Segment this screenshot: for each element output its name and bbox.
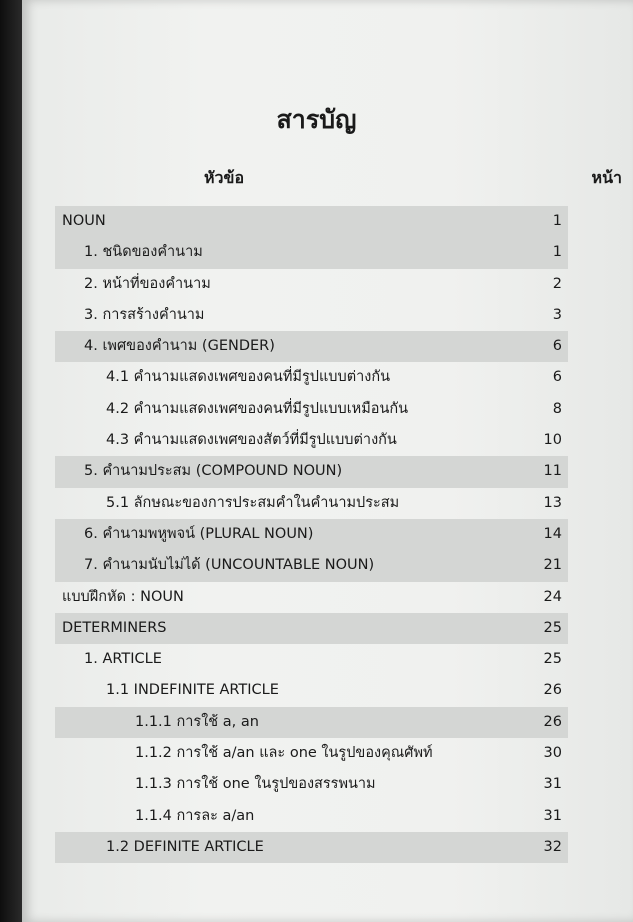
toc-entry-page: 2 <box>552 275 562 292</box>
toc-row <box>55 488 568 519</box>
toc-entry-title: DETERMINERS <box>62 619 167 636</box>
toc-row <box>55 613 568 644</box>
toc-entry-title: 4.2 คำนามแสดงเพศของคนที่มีรูปแบบเหมือนกัน <box>106 400 409 417</box>
toc-entry-title: 1.2 DEFINITE ARTICLE <box>106 838 264 855</box>
column-header-page: หน้า <box>591 168 622 187</box>
toc-row <box>55 425 568 456</box>
toc-entry-title: 4. เพศของคำนาม (GENDER) <box>84 338 275 355</box>
toc-list <box>55 206 568 863</box>
toc-entry-page: 8 <box>552 400 562 417</box>
toc-entry-page: 24 <box>543 588 562 605</box>
toc-entry-title: 4.1 คำนามแสดงเพศของคนที่มีรูปแบบต่างกัน <box>106 369 391 386</box>
toc-entry-title: 1.1.2 การใช้ a/an และ one ในรูปของคุณศัพท์ <box>135 745 433 762</box>
toc-entry-page: 30 <box>543 745 562 762</box>
toc-row <box>55 801 568 832</box>
toc-row <box>55 832 568 863</box>
toc-entry-title: 7. คำนามนับไม่ได้ (UNCOUNTABLE NOUN) <box>84 557 375 574</box>
toc-row <box>55 707 568 738</box>
toc-row <box>55 550 568 581</box>
toc-entry-page: 11 <box>543 463 562 480</box>
toc-entry-page: 26 <box>543 713 562 730</box>
toc-row <box>55 331 568 362</box>
toc-row <box>55 519 568 550</box>
toc-entry-title: 5.1 ลักษณะของการประสมคำในคำนามประสม <box>106 494 400 511</box>
toc-row <box>55 769 568 800</box>
toc-entry-title: 1.1.1 การใช้ a, an <box>135 713 259 730</box>
toc-row <box>55 675 568 706</box>
toc-entry-page: 21 <box>543 557 562 574</box>
toc-entry-title: 1. ARTICLE <box>84 651 162 668</box>
toc-entry-title: 3. การสร้างคำนาม <box>84 306 205 323</box>
toc-row <box>55 456 568 487</box>
toc-entry-page: 32 <box>543 838 562 855</box>
toc-entry-title: 1. ชนิดของคำนาม <box>84 244 203 261</box>
toc-entry-page: 14 <box>543 525 562 542</box>
toc-entry-page: 26 <box>543 682 562 699</box>
toc-row <box>55 394 568 425</box>
column-header-topic: หัวข้อ <box>204 168 245 187</box>
toc-row <box>55 300 568 331</box>
toc-entry-page: 1 <box>552 244 562 261</box>
toc-entry-title: 2. หน้าที่ของคำนาม <box>84 275 211 292</box>
toc-entry-page: 25 <box>543 619 562 636</box>
toc-row <box>55 206 568 237</box>
toc-entry-title: แบบฝึกหัด : NOUN <box>62 588 184 605</box>
toc-entry-title: 5. คำนามประสม (COMPOUND NOUN) <box>84 463 343 480</box>
toc-entry-page: 10 <box>543 432 562 449</box>
toc-row <box>55 644 568 675</box>
toc-entry-page: 31 <box>543 776 562 793</box>
page-title: สารบัญ <box>276 105 357 134</box>
toc-entry-title: 4.3 คำนามแสดงเพศของสัตว์ที่มีรูปแบบต่างกัน <box>106 432 397 449</box>
toc-entry-title: 1.1.3 การใช้ one ในรูปของสรรพนาม <box>135 776 376 793</box>
toc-entry-page: 1 <box>552 213 562 229</box>
toc-entry-title: NOUN <box>62 213 106 229</box>
toc-row <box>55 237 568 268</box>
toc-entry-title: 6. คำนามพหูพจน์ (PLURAL NOUN) <box>84 525 314 542</box>
toc-entry-page: 6 <box>552 338 562 355</box>
toc-entry-page: 13 <box>543 494 562 511</box>
toc-entry-title: 1.1.4 การละ a/an <box>135 807 255 824</box>
toc-entry-page: 3 <box>552 306 562 323</box>
toc-row <box>55 582 568 613</box>
toc-entry-title: 1.1 INDEFINITE ARTICLE <box>106 682 279 699</box>
toc-entry-page: 25 <box>543 651 562 668</box>
toc-row <box>55 362 568 393</box>
toc-entry-page: 6 <box>552 369 562 386</box>
toc-row <box>55 738 568 769</box>
toc-row <box>55 269 568 300</box>
toc-entry-page: 31 <box>543 807 562 824</box>
